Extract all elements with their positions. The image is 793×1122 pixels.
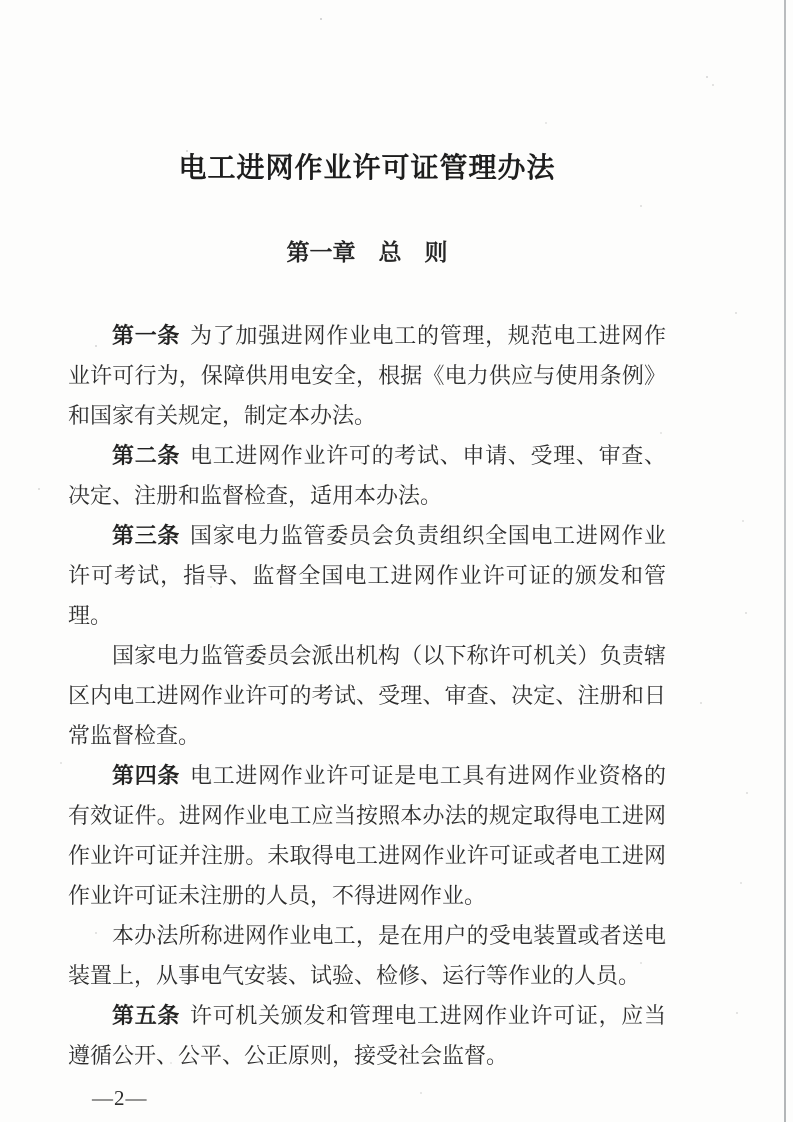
paragraph-text: 电工进网作业许可证是电工具有进网作业资格的有效证件。进网作业电工应当按照本办法的规定取得电工进网作业许可证并注册。未取得电工进网作业许可证或者电工进网作业许可证未注册的人员，不得进网作业。 bbox=[68, 763, 666, 908]
paragraph-text: 本办法所称进网作业电工，是在用户的受电装置或者送电装置上，从事电气安装、试验、检修、运行等作业的人员。 bbox=[68, 923, 666, 988]
paragraph-article-4 bbox=[68, 756, 666, 916]
paragraph-article-3 bbox=[68, 516, 666, 636]
page-number: —2— bbox=[92, 1086, 148, 1110]
article-number: 第二条 bbox=[112, 443, 181, 468]
article-number: 第三条 bbox=[112, 523, 181, 548]
paragraph-text: 国家电力监管委员会派出机构（以下称许可机关）负责辖区内电工进网作业许可的考试、受理、审查、决定、注册和日常监督检查。 bbox=[68, 643, 666, 748]
article-number: 第一条 bbox=[112, 323, 181, 348]
chapter-heading: 第一章 总 则 bbox=[286, 240, 448, 265]
paragraph-article-2 bbox=[68, 436, 666, 516]
paragraph-text: 为了加强进网作业电工的管理，规范电工进网作业许可行为，保障供用电安全，根据《电力供应与使用条例》和国家有关规定，制定本办法。 bbox=[68, 323, 666, 428]
scan-noise bbox=[0, 0, 2, 2]
paragraph-text: 电工进网作业许可的考试、申请、受理、审查、决定、注册和监督检查，适用本办法。 bbox=[68, 443, 666, 508]
paragraph-article-4-continued bbox=[68, 916, 666, 996]
paragraph-article-5 bbox=[68, 996, 666, 1076]
document-title: 电工进网作业许可证管理办法 bbox=[178, 152, 556, 183]
paragraph-article-1 bbox=[68, 316, 666, 436]
article-number: 第四条 bbox=[112, 763, 181, 788]
paragraph-article-3-continued bbox=[68, 636, 666, 756]
paragraph-text: 国家电力监管委员会负责组织全国电工进网作业许可考试，指导、监督全国电工进网作业许可证的颁发和管理。 bbox=[68, 523, 666, 628]
document-body bbox=[68, 316, 666, 1076]
paragraph-text: 许可机关颁发和管理电工进网作业许可证，应当遵循公开、公平、公正原则，接受社会监督。 bbox=[68, 1003, 666, 1068]
article-number: 第五条 bbox=[112, 1003, 181, 1028]
scanned-page-edge bbox=[784, 0, 786, 1122]
